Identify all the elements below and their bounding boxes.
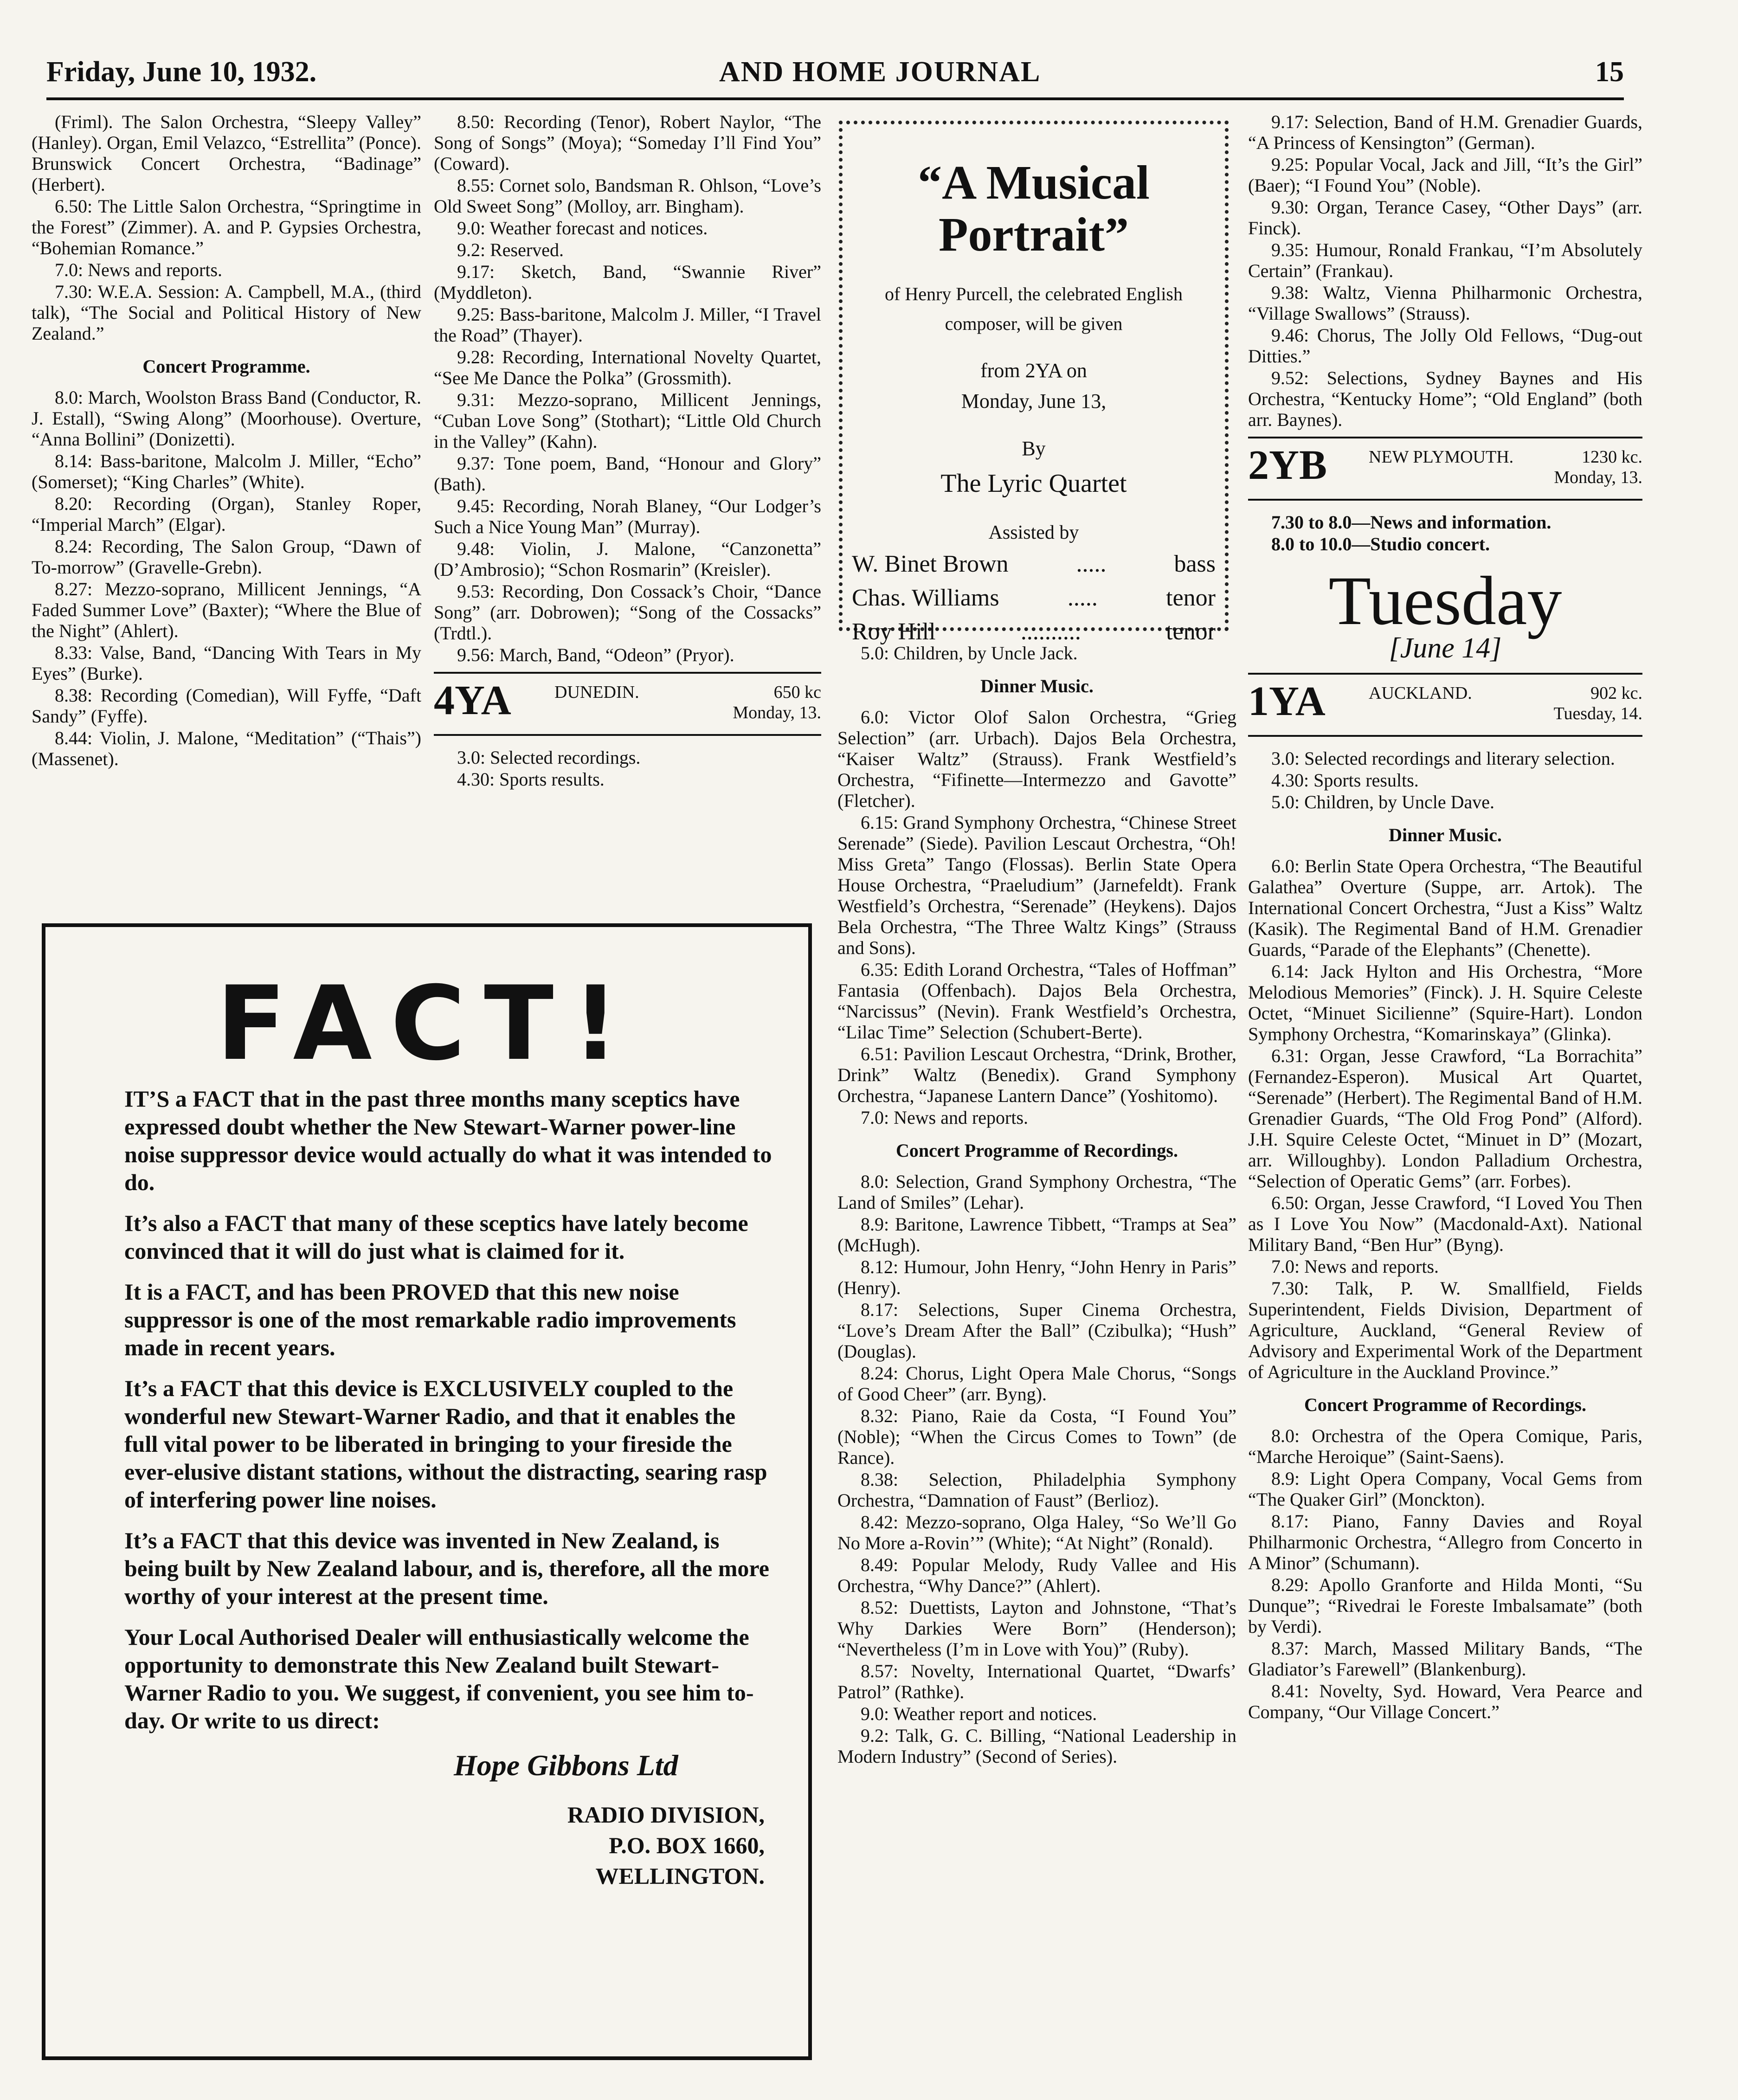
program-item: 9.37: Tone poem, Band, “Honour and Glory” (Bath).	[434, 453, 821, 495]
station-city: DUNEDIN.	[554, 683, 639, 702]
program-item: 8.0: March, Woolston Brass Band (Conductor, R. J. Estall), “Swing Along” (Moorhouse). Overture, “Anna Bollini” (Donizetti).	[32, 387, 421, 450]
program-item: 5.0: Children, by Uncle Jack.	[861, 643, 1078, 663]
page-number: 15	[1595, 56, 1624, 88]
program-item: 8.14: Bass-baritone, Malcolm J. Miller, “Echo” (Somerset); “King Charles” (White).	[32, 451, 421, 492]
program-item: 9.25: Popular Vocal, Jack and Jill, “It’s the Girl” (Baer); “I Found You” (Noble).	[1248, 154, 1642, 196]
program-item: 8.12: Humour, John Henry, “John Henry in Paris” (Henry).	[837, 1256, 1236, 1298]
program-item: 8.24: Chorus, Light Opera Male Chorus, “Songs of Good Cheer” (arr. Byng).	[837, 1363, 1236, 1404]
program-item: 9.38: Waltz, Vienna Philharmonic Orchestra, “Village Swallows” (Strauss).	[1248, 282, 1642, 324]
ad-headline: FACT!	[216, 964, 637, 1083]
company-address	[440, 1799, 765, 1891]
station-code: 4YA	[434, 677, 511, 723]
program-item: 7.30: W.E.A. Session: A. Campbell, M.A., (third talk), “The Social and Political History of New Zealand.”	[32, 281, 421, 344]
program-item: 9.17: Sketch, Band, “Swannie River” (Myddleton).	[434, 261, 821, 303]
box-from: from 2YA on	[980, 359, 1087, 382]
section-heading: Concert Programme of Recordings.	[896, 1140, 1178, 1161]
box-assisted: Assisted by	[988, 522, 1079, 543]
program-item: 9.28: Recording, International Novelty Quartet, “See Me Dance the Polka” (Grossmith).	[434, 347, 821, 388]
ad-paragraph: It is a FACT, and has been PROVED that this new noise suppressor is one of the most remarkable radio improvements made in recent years.	[124, 1279, 736, 1360]
section-heading: Dinner Music.	[1389, 825, 1502, 845]
program-item: 7.30: Talk, P. W. Smallfield, Fields Superintendent, Fields Division, Department of Agriculture, Auckland, “General Review of Advisory and Experimental Work of the Department of Agriculture in the Auckland Province.”	[1248, 1278, 1642, 1382]
program-item: 8.24: Recording, The Salon Group, “Dawn of To-morrow” (Gravelle-Grebn).	[32, 536, 421, 578]
program-item: 8.52: Duettists, Layton and Johnstone, “That’s Why Darkies Were Born” (Henderson); “Nevertheless (I’m in Love with You)” (Ruby).	[837, 1597, 1236, 1660]
program-item: 9.53: Recording, Don Cossack’s Choir, “Dance Song” (arr. Dobrowen); “Song of the Cossacks” (Trdtl.).	[434, 581, 821, 644]
program-item: 8.42: Mezzo-soprano, Olga Haley, “So We’ll Go No More a-Rovin’” (White); “At Night” (Ronald).	[837, 1512, 1236, 1553]
program-item: 6.0: Berlin State Opera Orchestra, “The Beautiful Galathea” Overture (Suppe, arr. Artok). The International Concert Orchestra, “Just a Kiss” Waltz (Kasik). The Regimental Band of H.M. Grenadier Guards, “Parade of the Elephants” (Chenette).	[1248, 856, 1642, 960]
header-date: Friday, June 10, 1932.	[46, 56, 317, 88]
program-item: 8.32: Piano, Raie da Costa, “I Found You” (Noble); “When the Circus Comes to Town” (de Rance).	[837, 1405, 1236, 1468]
program-item: 6.51: Pavilion Lescaut Orchestra, “Drink, Brother, Drink” Waltz (Benedix). Grand Symphony Orchestra, “Japanese Lantern Dance” (Yoshitomo).	[837, 1044, 1236, 1106]
box-group: The Lyric Quartet	[940, 469, 1127, 498]
program-item: 9.17: Selection, Band of H.M. Grenadier Guards, “A Princess of Kensington” (German).	[1248, 111, 1642, 153]
performer-row	[843, 550, 1225, 578]
column-2	[434, 111, 821, 791]
performer-name: Roy Hill	[852, 618, 936, 645]
performer-row	[843, 584, 1225, 612]
program-item: 9.30: Organ, Terance Casey, “Other Days” (arr. Finck).	[1248, 197, 1642, 238]
ad-paragraph: It’s a FACT that this device was invented in New Zealand, is being built by New Zealand labour, and is, therefore, all the more worthy of your interest at the present time.	[124, 1527, 769, 1609]
section-heading: Concert Programme.	[142, 356, 310, 377]
station-code: 2YB	[1248, 442, 1327, 488]
leader-dots: .....	[1067, 585, 1098, 611]
program-item: 3.0: Selected recordings.	[457, 747, 641, 768]
station-frequency: 1230 kc.	[1582, 447, 1642, 467]
station-header-2yb	[1248, 437, 1642, 501]
program-item: 8.55: Cornet solo, Bandsman R. Ohlson, “Love’s Old Sweet Song” (Molloy, arr. Bingham).	[434, 175, 821, 217]
program-item: 9.2: Reserved.	[457, 239, 564, 260]
station-day: Monday, 13.	[1554, 468, 1642, 487]
leader-dots: .....	[1076, 551, 1107, 577]
performer-name: Chas. Williams	[852, 585, 999, 611]
program-item: 8.57: Novelty, International Quartet, “Dwarfs’ Patrol” (Rathke).	[837, 1661, 1236, 1702]
company-signature: Hope Gibbons Ltd	[454, 1749, 678, 1782]
program-item: 6.35: Edith Lorand Orchestra, “Tales of Hoffman” Fantasia (Offenbach). Dajos Bela Orchestra, “Narcissus” (Nevin). Frank Westfield’s Orchestra, “Lilac Time” Selection (Schubert-Berte).	[837, 959, 1236, 1043]
column-4	[1248, 111, 1642, 1723]
program-item: 8.49: Popular Melody, Rudy Vallee and His Orchestra, “Why Dance?” (Ahlert).	[837, 1554, 1236, 1596]
program-item: 9.46: Chorus, The Jolly Old Fellows, “Dug-out Ditties.”	[1248, 325, 1642, 367]
performer-part: bass	[1174, 551, 1216, 577]
program-item: 8.29: Apollo Granforte and Hilda Monti, “Su Dunque”; “Rivedrai le Foreste Imbalsamate” (both by Verdi).	[1248, 1574, 1642, 1637]
program-item: 9.48: Violin, J. Malone, “Canzonetta” (D’Ambrosio); “Schon Rosmarin” (Kreisler).	[434, 538, 821, 580]
program-item: 8.38: Recording (Comedian), Will Fyffe, “Daft Sandy” (Fyffe).	[32, 685, 421, 727]
program-item: 8.38: Selection, Philadelphia Symphony Orchestra, “Damnation of Faust” (Berlioz).	[837, 1469, 1236, 1511]
program-item: 7.0: News and reports.	[861, 1107, 1029, 1128]
program-item: 8.37: March, Massed Military Bands, “The Gladiator’s Farewell” (Blankenburg).	[1248, 1638, 1642, 1680]
performer-row	[843, 618, 1225, 645]
fact-advertisement	[42, 923, 812, 2060]
program-item: 9.31: Mezzo-soprano, Millicent Jennings, “Cuban Love Song” (Stothart); “Little Old Church in the Valley” (Kahn).	[434, 389, 821, 452]
header-title: AND HOME JOURNAL	[719, 56, 1041, 88]
program-item: 8.20: Recording (Organ), Stanley Roper, “Imperial March” (Elgar).	[32, 493, 421, 535]
ad-paragraph: It’s also a FACT that many of these sceptics have lately become convinced that it will do just what is claimed for it.	[124, 1210, 748, 1264]
station-day: Tuesday, 14.	[1553, 704, 1642, 723]
program-item: 8.44: Violin, J. Malone, “Meditation” (“Thais”) (Massenet).	[32, 728, 421, 769]
address-line: RADIO DIVISION,	[567, 1802, 765, 1828]
leader-dots: ..........	[1020, 618, 1081, 645]
ad-paragraph: It’s a FACT that this device is EXCLUSIVELY coupled to the wonderful new Stewart-Warner Radio, and that it enables the full vital power to be liberated in bringing to your fireside the ever-elusive distant stations, without the distracting, searing rasp of interfering power line noises.	[124, 1375, 767, 1513]
program-item: 9.45: Recording, Norah Blaney, “Our Lodger’s Such a Nice Young Man” (Murray).	[434, 496, 821, 537]
station-frequency: 902 kc.	[1590, 683, 1642, 703]
station-day: Monday, 13.	[733, 703, 821, 722]
section-heading: Dinner Music.	[980, 676, 1094, 696]
address-line: P.O. BOX 1660,	[609, 1832, 765, 1858]
program-item: 9.56: March, Band, “Odeon” (Pryor).	[457, 644, 734, 665]
program-item: 8.0: Selection, Grand Symphony Orchestra, “The Land of Smiles” (Lehar).	[837, 1171, 1236, 1213]
station-frequency: 650 kc	[773, 683, 821, 702]
program-item: 6.15: Grand Symphony Orchestra, “Chinese Street Serenade” (Siede). Pavilion Lescaut Orchestra, “Oh! Miss Greta” Tango (Flossas). Berlin State Opera House Orchestra, “Praeludium” (Jarnefeldt). Frank Westfield’s Orchestra, “Serenade” (Heykens). Dajos Bela Orchestra, “The Three Waltz Kings” (Strauss and Sons).	[837, 812, 1236, 958]
program-item: 6.0: Victor Olof Salon Orchestra, “Grieg Selection” (arr. Urbach). Dajos Bela Orchestra, “Kaiser Waltz” (Strauss). Frank Westfield’s Orchestra, “Fifinette—Intermezzo and Gavotte” (Fletcher).	[837, 707, 1236, 811]
program-item: 6.31: Organ, Jesse Crawford, “La Borrachita” (Fernandez-Esperon). Musical Art Quartet, “Serenade” (Herbert). The Regimental Band of H.M. Grenadier Guards, “The Old Frog Pond” (Alford). J.H. Squire Celeste Octet, “Minuet in D” (Mozart, arr. Willoughby). London Palladium Orchestra, “Selection of Operatic Gems” (arr. Forbes).	[1248, 1045, 1642, 1192]
program-item: 8.33: Valse, Band, “Dancing With Tears in My Eyes” (Burke).	[32, 642, 421, 684]
ad-paragraph: Your Local Authorised Dealer will enthusiastically welcome the opportunity to demonstrate this New Zealand built Stewart-Warner Radio to you. We suggest, if convenient, you see him to-day. Or write to us direct:	[124, 1624, 754, 1733]
program-item: 9.25: Bass-baritone, Malcolm J. Miller, “I Travel the Road” (Thayer).	[434, 304, 821, 346]
ad-body	[124, 1085, 774, 1747]
section-heading: Concert Programme of Recordings.	[1304, 1394, 1586, 1415]
program-item: 4.30: Sports results.	[457, 769, 605, 790]
page-header	[46, 46, 1624, 100]
program-item: 6.50: Organ, Jesse Crawford, “I Loved You Then as I Love You Now” (Macdonald-Axt). National Military Band, “Ben Hur” (Byng).	[1248, 1192, 1642, 1255]
day-heading: Tuesday	[1328, 562, 1562, 639]
program-item: 7.0: News and reports.	[1271, 1256, 1439, 1277]
program-item: 9.0: Weather report and notices.	[861, 1703, 1097, 1724]
station-header-1ya	[1248, 673, 1642, 737]
program-item: 8.0: Orchestra of the Opera Comique, Paris, “Marche Heroique” (Saint-Saens).	[1248, 1425, 1642, 1467]
program-item: 8.41: Novelty, Syd. Howard, Vera Pearce and Company, “Our Village Concert.”	[1248, 1681, 1642, 1722]
address-line: WELLINGTON.	[595, 1863, 765, 1889]
performer-part: tenor	[1166, 618, 1216, 645]
program-item: 8.9: Light Opera Company, Vocal Gems from “The Quaker Girl” (Monckton).	[1248, 1468, 1642, 1510]
station-city: AUCKLAND.	[1369, 683, 1472, 703]
box-date: Monday, June 13,	[961, 390, 1107, 412]
station-city: NEW PLYMOUTH.	[1369, 447, 1514, 467]
program-item: 8.9: Baritone, Lawrence Tibbett, “Tramps at Sea” (McHugh).	[837, 1214, 1236, 1256]
program-item: 9.0: Weather forecast and notices.	[457, 218, 708, 238]
station-header-4ya	[434, 672, 821, 736]
program-item: 6.50: The Little Salon Orchestra, “Springtime in the Forest” (Zimmer). A. and P. Gypsies Orchestra, “Bohemian Romance.”	[32, 196, 421, 258]
musical-portrait-box	[839, 121, 1229, 645]
program-item: 8.17: Piano, Fanny Davies and Royal Philharmonic Orchestra, “Allegro from Concerto in A Minor” (Schumann).	[1248, 1511, 1642, 1573]
box-text: of Henry Purcell, the celebrated English composer, will be given	[885, 283, 1183, 334]
performer-part: tenor	[1166, 585, 1216, 611]
column-1	[32, 111, 421, 770]
program-item: 8.0 to 10.0—Studio concert.	[1271, 534, 1490, 554]
day-date: [June 14]	[1389, 632, 1502, 664]
program-item: 4.30: Sports results.	[1271, 770, 1419, 791]
program-item: 8.50: Recording (Tenor), Robert Naylor, “The Song of Songs” (Moya); “Someday I’ll Find You” (Coward).	[434, 111, 821, 174]
program-item: 8.17: Selections, Super Cinema Orchestra, “Love’s Dream After the Ball” (Czibulka); “Hush” (Douglas).	[837, 1299, 1236, 1362]
box-title: “A Musical Portrait”	[918, 156, 1150, 261]
program-item: 5.0: Children, by Uncle Dave.	[1271, 792, 1494, 812]
program-item: 9.2: Talk, G. C. Billing, “National Leadership in Modern Industry” (Second of Series).	[837, 1725, 1236, 1767]
program-item: 7.30 to 8.0—News and information.	[1271, 512, 1551, 533]
performer-name: W. Binet Brown	[852, 551, 1009, 577]
column-3	[837, 643, 1236, 1768]
program-item: 6.14: Jack Hylton and His Orchestra, “More Melodious Memories” (Finck). J. H. Squire Celeste Octet, “Minuet Sicilienne” (Squire-Hart). London Symphony Orchestra, “Komarinskaya” (Glinka).	[1248, 961, 1642, 1044]
program-item: 9.52: Selections, Sydney Baynes and His Orchestra, “Kentucky Home”; “Old England” (both arr. Baynes).	[1248, 367, 1642, 430]
program-item: 8.27: Mezzo-soprano, Millicent Jennings, “A Faded Summer Love” (Baxter); “Where the Blue of the Night” (Ahlert).	[32, 579, 421, 641]
ad-paragraph: IT’S a FACT that in the past three months many sceptics have expressed doubt whether the New Stewart-Warner power-line noise suppressor device would actually do what it was intended to do.	[124, 1086, 772, 1195]
program-item: 7.0: News and reports.	[55, 259, 223, 280]
box-by: By	[1022, 437, 1046, 460]
program-item: (Friml). The Salon Orchestra, “Sleepy Valley” (Hanley). Organ, Emil Velazco, “Estrellita” (Ponce). Brunswick Concert Orchestra, “Badinage” (Herbert).	[32, 111, 421, 195]
station-code: 1YA	[1248, 678, 1326, 724]
program-item: 3.0: Selected recordings and literary selection.	[1271, 748, 1615, 769]
program-item: 9.35: Humour, Ronald Frankau, “I’m Absolutely Certain” (Frankau).	[1248, 239, 1642, 281]
